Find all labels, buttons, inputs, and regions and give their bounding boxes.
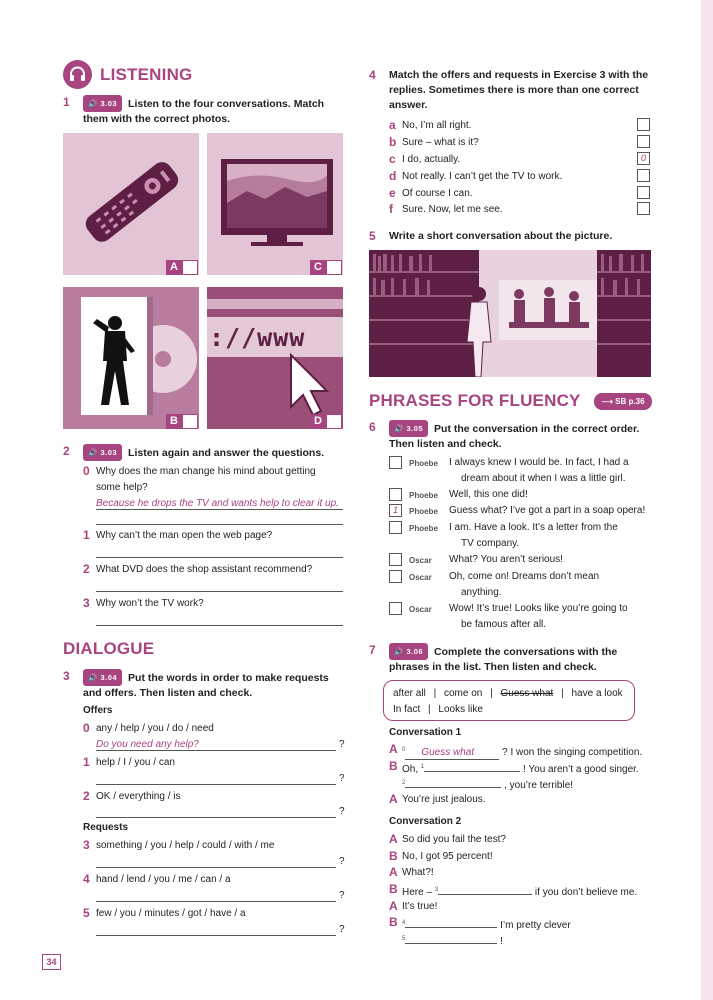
requests-heading: Requests: [83, 822, 129, 833]
ex6-order-box[interactable]: [389, 456, 402, 469]
ex6-order-box[interactable]: [389, 553, 402, 566]
ex3-q2-words: OK / everything / is: [96, 791, 181, 802]
question-mark: ?: [339, 739, 345, 750]
question-mark: ?: [339, 890, 345, 901]
ex6-line-text: I am. Have a look. It’s a letter from the: [449, 522, 618, 533]
conv2-speaker-a: A: [389, 832, 398, 846]
dialogue-title: DIALOGUE: [63, 639, 155, 658]
ex2-q2-text: What DVD does the shop assistant recommend?: [96, 564, 313, 575]
ex6-line-text: Guess what? I’ve got a part in a soap opera!: [449, 505, 646, 516]
ex6-order-box[interactable]: 1: [389, 504, 402, 517]
ex4-box-f[interactable]: [637, 202, 650, 215]
audio-track-badge[interactable]: 🔊 3.06: [389, 643, 428, 660]
answer-line[interactable]: [96, 901, 336, 902]
answer-line[interactable]: [96, 867, 336, 868]
ex6-line-text: I always knew I would be. In fact, I had a: [449, 457, 629, 468]
photo-tv: [207, 133, 343, 275]
photo-answer-box-c[interactable]: [326, 260, 342, 275]
ex4-letter-d: d: [389, 169, 397, 183]
answer-line[interactable]: [96, 784, 336, 785]
ex3-q3-number: 3: [83, 838, 90, 852]
conv1-speaker-a: A: [389, 792, 398, 806]
conv1-line-3: $^2$ , you’re terrible!: [402, 775, 573, 794]
photo-label-d: D: [310, 414, 326, 429]
ex2-q2-number: 2: [83, 562, 90, 576]
conv2-speaker-b: B: [389, 882, 398, 896]
conv1-line-2: Oh, $^1$ ! You aren’t a good singer.: [402, 759, 639, 778]
ex3-q5-number: 5: [83, 906, 90, 920]
ex3-instruction: 🔊 3.04 Put the words in order to make requests and offers. Then listen and check.: [83, 669, 348, 701]
answer-line[interactable]: [96, 509, 343, 510]
phrase-after-all: after all: [393, 688, 426, 699]
ex6-order-box[interactable]: [389, 488, 402, 501]
ex6-line-text: What? You aren’t serious!: [449, 554, 563, 565]
conv2-line-3: What?!: [402, 867, 434, 878]
ex4-item-c: I do, actually.: [402, 154, 461, 165]
ex4-instruction: Match the offers and requests in Exercise 3 with the replies. Sometimes there is more than one correct answer.: [389, 69, 649, 111]
ex6-line-cont: TV company.: [461, 538, 520, 549]
ex2-q3-number: 3: [83, 596, 90, 610]
photo-label-b: B: [166, 414, 182, 429]
question-mark: ?: [339, 856, 345, 867]
www-text: ://www: [209, 323, 306, 352]
ex2-q0-number: 0: [83, 464, 90, 478]
conv2-line-4: Here – $^3$ if you don’t believe me.: [402, 882, 637, 901]
answer-line[interactable]: [96, 750, 336, 751]
ex4-item-b: Sure – what is it?: [402, 137, 479, 148]
ex4-letter-e: e: [389, 186, 396, 200]
ex6-speaker: Phoebe: [409, 524, 438, 533]
ex6-order-box[interactable]: [389, 602, 402, 615]
photo-answer-box-b[interactable]: [182, 414, 198, 429]
ex4-box-e[interactable]: [637, 186, 650, 199]
page-number: 34: [42, 954, 61, 970]
blank-line[interactable]: [438, 884, 532, 895]
ex5-instruction: Write a short conversation about the picture.: [389, 230, 613, 242]
page-edge-strip: [701, 0, 713, 1000]
ex2-q0-answer: Because he drops the TV and wants help to clear it up.: [96, 498, 339, 509]
ex3-q0-words: any / help / you / do / need: [96, 723, 214, 734]
ex4-number: 4: [369, 68, 376, 82]
phrase-in-fact: In fact: [393, 704, 421, 715]
conv1-speaker-b: B: [389, 759, 398, 773]
audio-track-badge[interactable]: 🔊 3.05: [389, 420, 428, 437]
photo-label-c: C: [310, 260, 326, 275]
conversation-2-heading: Conversation 2: [389, 816, 462, 827]
ex3-q2-number: 2: [83, 789, 90, 803]
conv2-speaker-a: A: [389, 899, 398, 913]
fluency-title: PHRASES FOR FLUENCY: [369, 391, 581, 410]
conv2-line-2: No, I got 95 percent!: [402, 851, 493, 862]
ex4-box-d[interactable]: [637, 169, 650, 182]
ex6-speaker: Oscar: [409, 573, 432, 582]
ex4-letter-a: a: [389, 118, 396, 132]
conv2-line-1: So did you fail the test?: [402, 834, 506, 845]
ex6-number: 6: [369, 420, 376, 434]
ex1-number: 1: [63, 95, 70, 109]
ex4-letter-b: b: [389, 135, 397, 149]
ex4-letter-c: c: [389, 152, 396, 166]
ex6-line-text: Oh, come on! Dreams don’t mean: [449, 571, 600, 582]
ex2-q3-text: Why won’t the TV work?: [96, 598, 204, 609]
ex4-box-b[interactable]: [637, 135, 650, 148]
ex7-number: 7: [369, 643, 376, 657]
blank-line[interactable]: [405, 777, 501, 788]
ex4-letter-f: f: [389, 202, 393, 216]
conv2-speaker-b: B: [389, 849, 398, 863]
blank-line[interactable]: [405, 917, 497, 928]
ex4-box-a[interactable]: [637, 118, 650, 131]
ex6-line-cont: anything.: [461, 587, 502, 598]
answer-line[interactable]: [96, 524, 343, 525]
ex4-item-a: No, I’m all right.: [402, 120, 472, 131]
ex6-order-box[interactable]: [389, 570, 402, 583]
ex6-order-box[interactable]: [389, 521, 402, 534]
ex2-number: 2: [63, 444, 70, 458]
photo-remote-control: [63, 133, 199, 275]
ex6-speaker: Phoebe: [409, 507, 438, 516]
ex4-item-f: Sure. Now, let me see.: [402, 204, 503, 215]
ex6-line-cont: dream about it when I was a little girl.: [461, 473, 626, 484]
conv1-line-1: $^0$ Guess what ? I won the singing competition.: [402, 747, 643, 758]
ex3-number: 3: [63, 669, 70, 683]
sb-page-ref-button[interactable]: ⟶ SB p.36: [594, 393, 652, 410]
ex2-instruction: 🔊 3.03 Listen again and answer the questions.: [83, 444, 343, 461]
photo-library: [369, 250, 651, 377]
ex3-q5-words: few / you / minutes / got / have / a: [96, 908, 246, 919]
conv1-answer: Guess what: [405, 746, 499, 760]
blank-line[interactable]: [405, 933, 497, 944]
photo-answer-box-a[interactable]: [182, 260, 198, 275]
phrase-looks-like: Looks like: [438, 704, 483, 715]
ex3-q1-words: help / I / you / can: [96, 757, 175, 768]
blank-line[interactable]: [424, 761, 520, 772]
audio-track-badge[interactable]: 🔊 3.03: [83, 444, 122, 461]
offers-heading: Offers: [83, 705, 113, 716]
ex2-q1-text: Why can’t the man open the web page?: [96, 530, 273, 541]
answer-line[interactable]: [96, 625, 343, 626]
ex6-speaker: Oscar: [409, 556, 432, 565]
conv2-speaker-a: A: [389, 865, 398, 879]
ex4-box-c[interactable]: 0: [637, 152, 650, 165]
ex6-speaker: Phoebe: [409, 491, 438, 500]
phrase-have-a-look: have a look: [571, 688, 623, 699]
photo-web-address: [207, 287, 343, 429]
question-mark: ?: [339, 924, 345, 935]
conv2-line-7: $^5$ !: [402, 931, 503, 950]
ex6-line-cont: be famous after all.: [461, 619, 547, 630]
ex6-speaker: Oscar: [409, 605, 432, 614]
ex6-line-text: Well, this one did!: [449, 489, 528, 500]
ex6-speaker: Phoebe: [409, 459, 438, 468]
ex6-line-text: Wow! It’s true! Looks like you’re going to: [449, 603, 628, 614]
ex3-q0-number: 0: [83, 721, 90, 735]
ex3-q0-answer: Do you need any help?: [96, 739, 199, 750]
phrase-guess-what: Guess what: [500, 688, 554, 699]
ex3-q1-number: 1: [83, 755, 90, 769]
photo-dvd-singer: [63, 287, 199, 429]
answer-line[interactable]: [96, 557, 343, 558]
answer-line[interactable]: [96, 591, 343, 592]
headphones-icon: [63, 60, 92, 89]
conv2-line-6: $^4$ I’m pretty clever: [402, 915, 571, 934]
ex2-q0-text: Why does the man change his mind about getting some help?: [96, 466, 316, 493]
ex6-instruction: 🔊 3.05 Put the conversation in the correct order. Then listen and check.: [389, 420, 654, 452]
phrase-row-2: In fact | Looks like: [393, 704, 483, 715]
audio-track-badge[interactable]: 🔊 3.04: [83, 669, 122, 686]
photo-answer-box-d[interactable]: [326, 414, 342, 429]
phrase-come-on: come on: [443, 688, 483, 699]
ex2-q1-number: 1: [83, 528, 90, 542]
audio-track-badge[interactable]: 🔊 3.03: [83, 95, 122, 112]
ex1-instruction: 🔊 3.03 Listen to the four conversations. Match them with the correct photos.: [83, 95, 338, 127]
conv2-speaker-b: B: [389, 915, 398, 929]
conversation-1-heading: Conversation 1: [389, 727, 462, 738]
conv1-line-4: You’re just jealous.: [402, 794, 486, 805]
ex4-item-d: Not really. I can’t get the TV to work.: [402, 171, 563, 182]
ex3-q4-number: 4: [83, 872, 90, 886]
conv1-speaker-a: A: [389, 742, 398, 756]
answer-line[interactable]: [96, 935, 336, 936]
ex4-item-e: Of course I can.: [402, 188, 473, 199]
ex3-q4-words: hand / lend / you / me / can / a: [96, 874, 231, 885]
ex5-number: 5: [369, 229, 376, 243]
listening-title: LISTENING: [100, 65, 193, 84]
photo-label-a: A: [166, 260, 182, 275]
ex7-instruction: 🔊 3.06 Complete the conversations with the phrases in the list. Then listen and check.: [389, 643, 654, 675]
answer-line[interactable]: [96, 817, 336, 818]
question-mark: ?: [339, 806, 345, 817]
ex3-q3-words: something / you / help / could / with / me: [96, 840, 275, 851]
conv2-line-5: It’s true!: [402, 901, 438, 912]
phrase-row-1: after all | come on | Guess what | have a look: [393, 688, 623, 699]
question-mark: ?: [339, 773, 345, 784]
